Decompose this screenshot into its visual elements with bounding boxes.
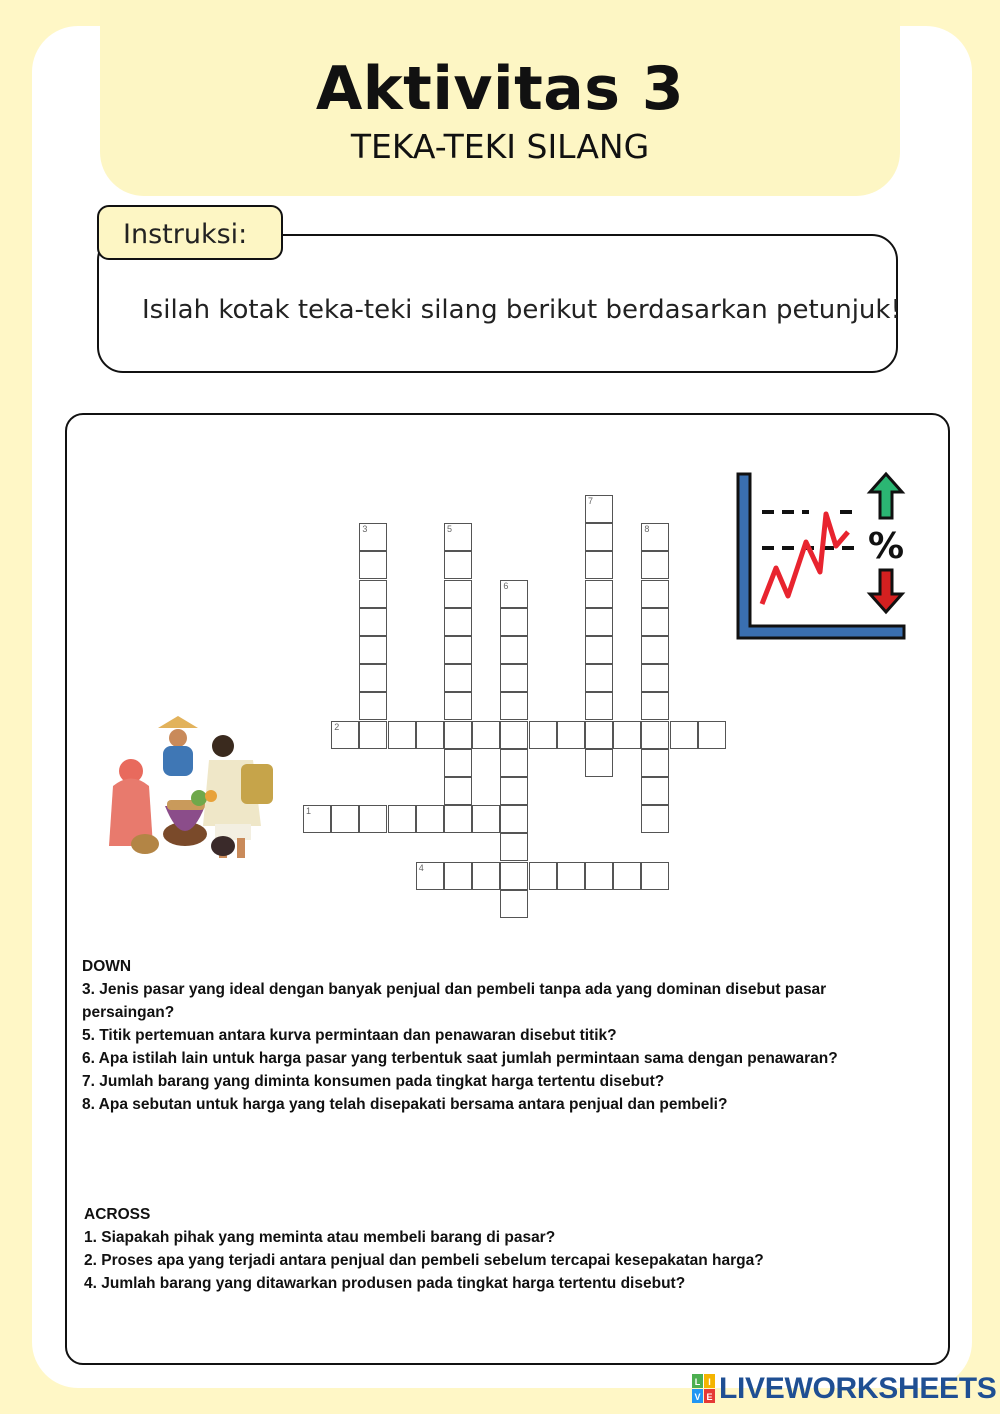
crossword-cell[interactable] [585,608,613,636]
crossword-cell[interactable] [444,805,472,833]
crossword-cell[interactable] [331,805,359,833]
crossword-cell[interactable] [444,862,472,890]
crossword-cell[interactable] [444,551,472,579]
crossword-cell[interactable] [359,664,387,692]
crossword-cell[interactable] [500,862,528,890]
crossword-cell[interactable] [303,805,331,833]
crossword-cell[interactable] [444,580,472,608]
crossword-cell[interactable] [585,664,613,692]
instruction-text: Isilah kotak teka-teki silang berikut berdasarkan petunjuk! [142,295,901,325]
crossword-cell[interactable] [500,749,528,777]
down-clue: 6. Apa istilah lain untuk harga pasar yang terbentuk saat jumlah permintaan sama dengan penawaran? [82,1050,838,1067]
page-title: Aktivitas 3 [315,54,685,124]
crossword-cell[interactable] [444,636,472,664]
crossword-cell[interactable] [585,636,613,664]
crossword-cell[interactable] [500,777,528,805]
market-illustration [103,716,281,862]
across-heading: ACROSS [84,1206,151,1223]
crossword-cell[interactable] [585,862,613,890]
crossword-cell[interactable] [359,636,387,664]
crossword-cell[interactable] [698,721,726,749]
logo-letter: I [708,1377,711,1387]
across-clue: 1. Siapakah pihak yang meminta atau membeli barang di pasar? [84,1229,556,1246]
clue-number: 2 [334,721,340,732]
crossword-cell[interactable] [641,749,669,777]
crossword-cell[interactable] [641,636,669,664]
crossword-cell[interactable] [500,890,528,918]
crossword-cell[interactable] [557,862,585,890]
crossword-cell[interactable] [641,805,669,833]
liveworksheets-logo-icon [692,1374,716,1404]
crossword-cell[interactable] [670,721,698,749]
crossword-cell[interactable] [557,721,585,749]
clue-number: 5 [447,524,453,535]
down-arrow-icon [870,570,902,612]
price-chart-icon [734,470,912,646]
clue-number: 1 [306,806,312,817]
crossword-cell[interactable] [641,862,669,890]
crossword-cell[interactable] [585,692,613,720]
down-clues [82,955,912,1116]
crossword-cell[interactable] [359,721,387,749]
crossword-cell[interactable] [472,721,500,749]
crossword-cell[interactable] [585,580,613,608]
logo-letter: E [706,1392,713,1402]
crossword-cell[interactable] [500,664,528,692]
crossword-cell[interactable] [500,833,528,861]
crossword-cell[interactable] [444,777,472,805]
up-arrow-icon [870,474,902,518]
crossword-cell[interactable] [641,608,669,636]
crossword-cell[interactable] [472,805,500,833]
crossword-cell[interactable] [500,580,528,608]
liveworksheets-logo[interactable] [692,1372,997,1406]
down-clue: 5. Titik pertemuan antara kurva permintaan dan penawaran disebut titik? [82,1027,617,1044]
crossword-cell[interactable] [416,721,444,749]
crossword-cell[interactable] [585,721,613,749]
clue-number: 8 [644,524,650,535]
crossword-cell[interactable] [444,523,472,551]
crossword-cell[interactable] [641,721,669,749]
crossword-cell[interactable] [359,805,387,833]
crossword-cell[interactable] [641,523,669,551]
clue-number: 4 [418,862,424,873]
liveworksheets-brand: LIVEWORKSHEETS [719,1372,997,1405]
crossword-cell[interactable] [500,636,528,664]
crossword-cell[interactable] [585,495,613,523]
clue-number: 6 [503,580,509,591]
crossword-cell[interactable] [359,692,387,720]
crossword-cell[interactable] [331,721,359,749]
crossword-cell[interactable] [641,664,669,692]
down-clue: 7. Jumlah barang yang diminta konsumen pada tingkat harga tertentu disebut? [82,1073,665,1090]
crossword-cell[interactable] [613,721,641,749]
crossword-cell[interactable] [641,551,669,579]
crossword-cell[interactable] [359,551,387,579]
crossword-cell[interactable] [444,721,472,749]
clue-number: 3 [362,524,368,535]
crossword-cell[interactable] [641,777,669,805]
crossword-cell[interactable] [585,523,613,551]
chart-dashed-lines [762,512,860,548]
crossword-cell[interactable] [359,580,387,608]
crossword-cell[interactable] [444,692,472,720]
down-clue: 3. Jenis pasar yang ideal dengan banyak penjual dan pembeli tanpa ada yang dominan disebut pasar persaingan? [82,981,827,1021]
down-heading: DOWN [82,958,132,975]
across-clues [84,1203,914,1295]
crossword-cell[interactable] [444,608,472,636]
market-basket [163,800,207,846]
crossword-cell[interactable] [444,664,472,692]
crossword-cell[interactable] [641,692,669,720]
price-trend-line [762,514,848,604]
crossword-cell[interactable] [529,862,557,890]
crossword-cell[interactable] [472,862,500,890]
crossword-cell[interactable] [529,721,557,749]
across-clue: 4. Jumlah barang yang ditawarkan produsen pada tingkat harga tertentu disebut? [84,1275,686,1292]
logo-letter: V [694,1392,701,1402]
crossword-cell[interactable] [585,749,613,777]
down-clue: 8. Apa sebutan untuk harga yang telah disepakati bersama antara penjual dan pembeli? [82,1096,728,1113]
crossword-cell[interactable] [388,721,416,749]
clue-number: 7 [588,496,594,506]
crossword-cell[interactable] [388,805,416,833]
crossword-cell[interactable] [641,580,669,608]
logo-letter: L [694,1377,701,1387]
seller-figure [158,716,198,776]
crossword-cell[interactable] [444,749,472,777]
instruction-tab: Instruksi: [97,205,283,260]
across-clue: 2. Proses apa yang terjadi antara penjual dan pembeli sebelum tercapai kesepakatan harga? [84,1252,764,1269]
crossword-cell[interactable] [500,608,528,636]
crossword-cell[interactable] [585,551,613,579]
crossword-cell[interactable] [500,721,528,749]
crossword-cell[interactable] [416,805,444,833]
crossword-cell[interactable] [500,692,528,720]
crossword-cell[interactable] [416,862,444,890]
page-subtitle: TEKA-TEKI SILANG [350,127,650,166]
crossword-cell[interactable] [359,608,387,636]
crossword-cell[interactable] [359,523,387,551]
buyer-figure-left [109,759,153,846]
crossword-cell[interactable] [613,862,641,890]
percent-symbol: % [867,526,905,567]
crossword-cell[interactable] [500,805,528,833]
